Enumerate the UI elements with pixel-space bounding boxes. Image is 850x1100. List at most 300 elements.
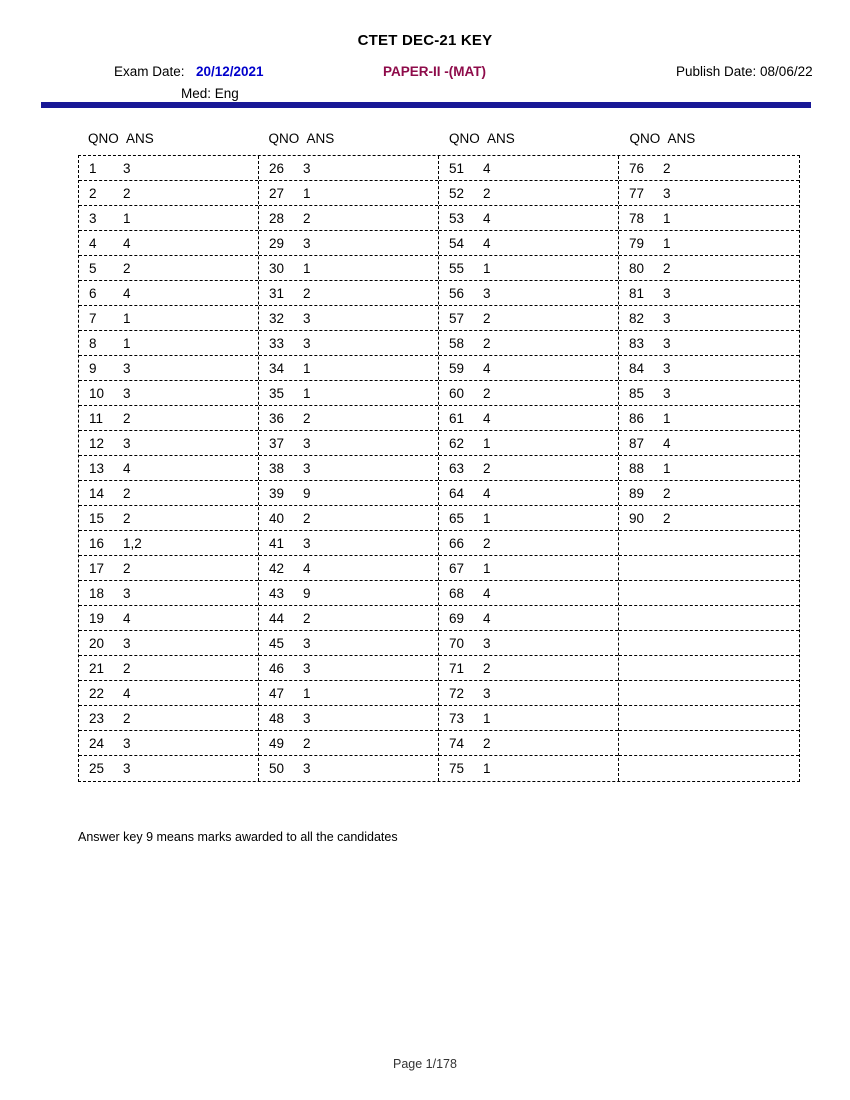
- question-number: 51: [449, 160, 465, 176]
- answer-key-table: [78, 131, 800, 782]
- table-row: [79, 531, 258, 556]
- question-number: 1: [89, 160, 97, 176]
- answer-value: 2: [663, 260, 671, 276]
- question-number: 14: [89, 485, 105, 501]
- table-row: [439, 706, 618, 731]
- answer-value: 1: [123, 335, 131, 351]
- question-number: 42: [269, 560, 285, 576]
- table-row: [259, 306, 438, 331]
- answer-value: 4: [483, 485, 491, 501]
- answer-value: 4: [123, 610, 131, 626]
- table-row: [259, 456, 438, 481]
- answer-value: 3: [663, 285, 671, 301]
- question-number: 7: [89, 310, 97, 326]
- question-number: 36: [269, 410, 285, 426]
- answer-value: 3: [663, 185, 671, 201]
- answer-value: 2: [123, 560, 131, 576]
- publish-date: Publish Date: 08/06/22: [676, 64, 813, 79]
- table-row: [619, 256, 799, 281]
- answer-value: 2: [483, 460, 491, 476]
- question-number: 40: [269, 510, 285, 526]
- header-group-4: [620, 131, 801, 155]
- table-row: [259, 331, 438, 356]
- answer-value: 2: [123, 710, 131, 726]
- question-number: 17: [89, 560, 105, 576]
- answer-value: 1: [303, 685, 311, 701]
- table-row: [619, 531, 799, 556]
- answer-value: 3: [123, 585, 131, 601]
- answer-value: 4: [483, 160, 491, 176]
- table-row: [619, 506, 799, 531]
- answer-value: 3: [123, 761, 131, 776]
- table-row: [439, 481, 618, 506]
- answer-value: 2: [303, 510, 311, 526]
- table-row: [259, 431, 438, 456]
- question-number: 26: [269, 160, 285, 176]
- question-number: 73: [449, 710, 465, 726]
- question-number: 55: [449, 260, 465, 276]
- table-row: [79, 331, 258, 356]
- question-number: 69: [449, 610, 465, 626]
- page-footer: Page 1/178: [393, 1057, 457, 1071]
- question-number: 18: [89, 585, 105, 601]
- question-number: 80: [629, 260, 645, 276]
- answer-value: 3: [303, 160, 311, 176]
- header-qno: QNO: [268, 131, 300, 146]
- table-row: [79, 581, 258, 606]
- table-row: [259, 556, 438, 581]
- answer-value: 2: [483, 335, 491, 351]
- table-row: [79, 556, 258, 581]
- table-row: [79, 731, 258, 756]
- question-number: 65: [449, 510, 465, 526]
- table-row: [79, 306, 258, 331]
- answer-value: 1: [663, 410, 671, 426]
- table-row: [259, 631, 438, 656]
- paper-name: PAPER-II -(MAT): [383, 64, 486, 79]
- table-row: [619, 706, 799, 731]
- question-number: 38: [269, 460, 285, 476]
- table-row: [619, 456, 799, 481]
- question-number: 6: [89, 285, 97, 301]
- answer-value: 1: [123, 310, 131, 326]
- table-row: [619, 181, 799, 206]
- answer-value: 9: [303, 585, 311, 601]
- question-number: 53: [449, 210, 465, 226]
- answer-value: 3: [123, 360, 131, 376]
- table-row: [439, 606, 618, 631]
- answer-value: 1: [303, 185, 311, 201]
- answer-value: 2: [123, 185, 131, 201]
- table-row: [259, 281, 438, 306]
- table-row: [259, 606, 438, 631]
- table-row: [439, 756, 618, 781]
- answer-value: 2: [483, 385, 491, 401]
- question-number: 28: [269, 210, 285, 226]
- answer-value: 2: [303, 285, 311, 301]
- question-number: 5: [89, 260, 97, 276]
- question-number: 63: [449, 460, 465, 476]
- answer-value: 2: [483, 535, 491, 551]
- question-number: 37: [269, 435, 285, 451]
- table-row: [619, 281, 799, 306]
- question-number: 54: [449, 235, 465, 251]
- table-row: [619, 231, 799, 256]
- question-number: 90: [629, 510, 645, 526]
- table-row: [79, 506, 258, 531]
- table-row: [79, 656, 258, 681]
- question-number: 78: [629, 210, 645, 226]
- header-group-1: [78, 131, 259, 155]
- answer-value: 3: [303, 235, 311, 251]
- question-number: 59: [449, 360, 465, 376]
- table-row: [79, 356, 258, 381]
- answer-value: 9: [303, 485, 311, 501]
- table-row: [259, 581, 438, 606]
- answer-value: 3: [483, 685, 491, 701]
- table-row: [439, 556, 618, 581]
- header-ans: ANS: [126, 131, 154, 146]
- question-number: 46: [269, 660, 285, 676]
- question-number: 82: [629, 310, 645, 326]
- question-number: 2: [89, 185, 97, 201]
- question-number: 29: [269, 235, 285, 251]
- header-group-3: [439, 131, 620, 155]
- question-number: 13: [89, 460, 105, 476]
- answer-value: 2: [483, 185, 491, 201]
- question-number: 89: [629, 485, 645, 501]
- answer-value: 1: [663, 460, 671, 476]
- answer-value: 2: [483, 735, 491, 751]
- question-number: 22: [89, 685, 105, 701]
- answer-value: 1: [483, 510, 491, 526]
- answer-value: 3: [303, 660, 311, 676]
- question-number: 86: [629, 410, 645, 426]
- table-row: [619, 206, 799, 231]
- table-row: [79, 406, 258, 431]
- table-row: [439, 356, 618, 381]
- answer-value: 2: [303, 735, 311, 751]
- table-row: [439, 306, 618, 331]
- question-number: 12: [89, 435, 105, 451]
- answer-value: 2: [663, 160, 671, 176]
- exam-date-value: 20/12/2021: [196, 64, 264, 79]
- answer-value: 2: [663, 485, 671, 501]
- question-number: 84: [629, 360, 645, 376]
- header-divider: [41, 102, 811, 108]
- table-row: [79, 206, 258, 231]
- question-number: 88: [629, 460, 645, 476]
- question-number: 11: [89, 410, 104, 426]
- question-number: 50: [269, 761, 285, 776]
- answer-column: [439, 156, 619, 781]
- answer-value: 2: [483, 310, 491, 326]
- answer-value: 3: [303, 535, 311, 551]
- table-row: [619, 381, 799, 406]
- table-row: [619, 681, 799, 706]
- question-number: 47: [269, 685, 285, 701]
- answer-value: 3: [303, 460, 311, 476]
- table-row: [619, 356, 799, 381]
- question-number: 62: [449, 435, 465, 451]
- table-row: [439, 431, 618, 456]
- exam-date-label: Exam Date:: [114, 64, 185, 79]
- question-number: 8: [89, 335, 97, 351]
- table-row: [79, 606, 258, 631]
- answer-value: 3: [123, 735, 131, 751]
- table-row: [439, 331, 618, 356]
- answer-value: 2: [123, 410, 131, 426]
- table-row: [439, 731, 618, 756]
- question-number: 16: [89, 535, 105, 551]
- question-number: 45: [269, 635, 285, 651]
- header-ans: ANS: [667, 131, 696, 146]
- question-number: 48: [269, 710, 285, 726]
- table-row: [619, 581, 799, 606]
- question-number: 34: [269, 360, 285, 376]
- answer-value: 3: [123, 635, 131, 651]
- answer-column: [79, 156, 259, 781]
- question-number: 71: [449, 660, 465, 676]
- question-number: 57: [449, 310, 465, 326]
- question-number: 15: [89, 510, 105, 526]
- question-number: 20: [89, 635, 105, 651]
- medium-label: Med: Eng: [181, 86, 239, 101]
- answer-value: 1,2: [123, 535, 142, 551]
- question-number: 49: [269, 735, 285, 751]
- answer-value: 3: [303, 710, 311, 726]
- answer-value: 3: [663, 310, 671, 326]
- table-row: [619, 631, 799, 656]
- question-number: 43: [269, 585, 285, 601]
- question-number: 81: [629, 285, 645, 301]
- answer-value: 4: [123, 460, 131, 476]
- table-row: [439, 456, 618, 481]
- table-row: [79, 681, 258, 706]
- question-number: 33: [269, 335, 285, 351]
- answer-value: 4: [123, 285, 131, 301]
- header-ans: ANS: [306, 131, 335, 146]
- answer-column: [259, 156, 439, 781]
- question-number: 66: [449, 535, 465, 551]
- table-row: [439, 656, 618, 681]
- answer-value: 3: [303, 435, 311, 451]
- question-number: 25: [89, 761, 105, 776]
- table-row: [439, 181, 618, 206]
- question-number: 9: [89, 360, 97, 376]
- header-qno: QNO: [629, 131, 661, 146]
- table-row: [619, 331, 799, 356]
- question-number: 72: [449, 685, 465, 701]
- header-group-2: [259, 131, 440, 155]
- question-number: 76: [629, 160, 645, 176]
- table-row: [619, 656, 799, 681]
- answer-value: 3: [483, 635, 491, 651]
- answer-value: 4: [123, 235, 131, 251]
- answer-value: 1: [663, 235, 671, 251]
- table-row: [79, 631, 258, 656]
- question-number: 56: [449, 285, 465, 301]
- table-row: [259, 231, 438, 256]
- question-number: 23: [89, 710, 105, 726]
- question-number: 27: [269, 185, 285, 201]
- table-row: [259, 706, 438, 731]
- answer-value: 3: [123, 435, 131, 451]
- question-number: 21: [89, 660, 105, 676]
- table-row: [79, 256, 258, 281]
- table-row: [259, 181, 438, 206]
- answer-value: 3: [123, 385, 131, 401]
- header-qno: QNO: [449, 131, 480, 146]
- table-row: [619, 556, 799, 581]
- table-row: [439, 631, 618, 656]
- table-row: [439, 231, 618, 256]
- table-row: [619, 431, 799, 456]
- answer-key-note: Answer key 9 means marks awarded to all the candidates: [78, 830, 398, 844]
- table-row: [259, 681, 438, 706]
- table-row: [259, 506, 438, 531]
- answer-value: 4: [303, 560, 311, 576]
- table-row: [439, 156, 618, 181]
- question-number: 77: [629, 185, 645, 201]
- answer-value: 2: [123, 660, 131, 676]
- question-number: 68: [449, 585, 465, 601]
- answer-value: 1: [483, 435, 491, 451]
- table-row: [79, 281, 258, 306]
- table-row: [79, 481, 258, 506]
- question-number: 30: [269, 260, 285, 276]
- table-row: [259, 156, 438, 181]
- answer-value: 3: [663, 360, 671, 376]
- answer-value: 1: [303, 260, 311, 276]
- table-row: [259, 531, 438, 556]
- answer-value: 3: [303, 635, 311, 651]
- table-body: [78, 155, 800, 782]
- table-row: [79, 156, 258, 181]
- question-number: 32: [269, 310, 285, 326]
- question-number: 3: [89, 210, 97, 226]
- answer-value: 2: [483, 660, 491, 676]
- table-row: [79, 231, 258, 256]
- answer-value: 2: [303, 610, 311, 626]
- answer-value: 1: [483, 560, 491, 576]
- table-row: [619, 406, 799, 431]
- answer-value: 3: [663, 385, 671, 401]
- question-number: 87: [629, 435, 645, 451]
- table-row: [439, 381, 618, 406]
- table-row: [259, 256, 438, 281]
- answer-value: 4: [483, 610, 491, 626]
- question-number: 58: [449, 335, 465, 351]
- question-number: 4: [89, 235, 97, 251]
- table-row: [259, 481, 438, 506]
- table-row: [259, 356, 438, 381]
- table-row: [79, 381, 258, 406]
- question-number: 85: [629, 385, 645, 401]
- table-row: [259, 656, 438, 681]
- table-row: [79, 756, 258, 781]
- table-row: [439, 256, 618, 281]
- answer-value: 3: [303, 761, 311, 776]
- question-number: 74: [449, 735, 465, 751]
- question-number: 44: [269, 610, 285, 626]
- table-row: [79, 181, 258, 206]
- header-ans: ANS: [487, 131, 515, 146]
- answer-column: [619, 156, 799, 781]
- answer-value: 1: [483, 710, 491, 726]
- table-header-row: [78, 131, 800, 155]
- question-number: 64: [449, 485, 465, 501]
- answer-value: 1: [663, 210, 671, 226]
- answer-value: 4: [483, 410, 491, 426]
- table-row: [259, 756, 438, 781]
- answer-value: 4: [483, 235, 491, 251]
- answer-value: 3: [483, 285, 491, 301]
- table-row: [259, 381, 438, 406]
- question-number: 79: [629, 235, 645, 251]
- answer-value: 2: [663, 510, 671, 526]
- question-number: 52: [449, 185, 465, 201]
- answer-value: 3: [303, 310, 311, 326]
- answer-value: 1: [303, 360, 311, 376]
- question-number: 41: [269, 535, 285, 551]
- answer-value: 4: [483, 210, 491, 226]
- question-number: 10: [89, 385, 105, 401]
- table-row: [619, 756, 799, 781]
- answer-value: 3: [123, 160, 131, 176]
- question-number: 61: [449, 410, 465, 426]
- answer-value: 4: [483, 360, 491, 376]
- answer-value: 4: [123, 685, 131, 701]
- question-number: 70: [449, 635, 465, 651]
- answer-value: 2: [303, 410, 311, 426]
- question-number: 19: [89, 610, 105, 626]
- table-row: [79, 456, 258, 481]
- answer-value: 1: [123, 210, 131, 226]
- table-row: [439, 531, 618, 556]
- table-row: [619, 606, 799, 631]
- page-title: CTET DEC-21 KEY: [357, 32, 493, 49]
- table-row: [259, 406, 438, 431]
- table-row: [619, 481, 799, 506]
- question-number: 24: [89, 735, 105, 751]
- answer-value: 4: [483, 585, 491, 601]
- table-row: [439, 206, 618, 231]
- question-number: 60: [449, 385, 465, 401]
- question-number: 35: [269, 385, 285, 401]
- table-row: [259, 206, 438, 231]
- table-row: [79, 706, 258, 731]
- table-row: [619, 306, 799, 331]
- table-row: [619, 156, 799, 181]
- table-row: [259, 731, 438, 756]
- answer-value: 3: [303, 335, 311, 351]
- question-number: 31: [269, 285, 285, 301]
- answer-value: 3: [663, 335, 671, 351]
- answer-value: 2: [303, 210, 311, 226]
- table-row: [619, 731, 799, 756]
- answer-value: 4: [663, 435, 671, 451]
- question-number: 75: [449, 761, 465, 776]
- answer-value: 2: [123, 485, 131, 501]
- table-row: [79, 431, 258, 456]
- question-number: 39: [269, 485, 285, 501]
- table-row: [439, 581, 618, 606]
- table-row: [439, 281, 618, 306]
- answer-value: 1: [303, 385, 311, 401]
- question-number: 83: [629, 335, 645, 351]
- answer-value: 1: [483, 260, 491, 276]
